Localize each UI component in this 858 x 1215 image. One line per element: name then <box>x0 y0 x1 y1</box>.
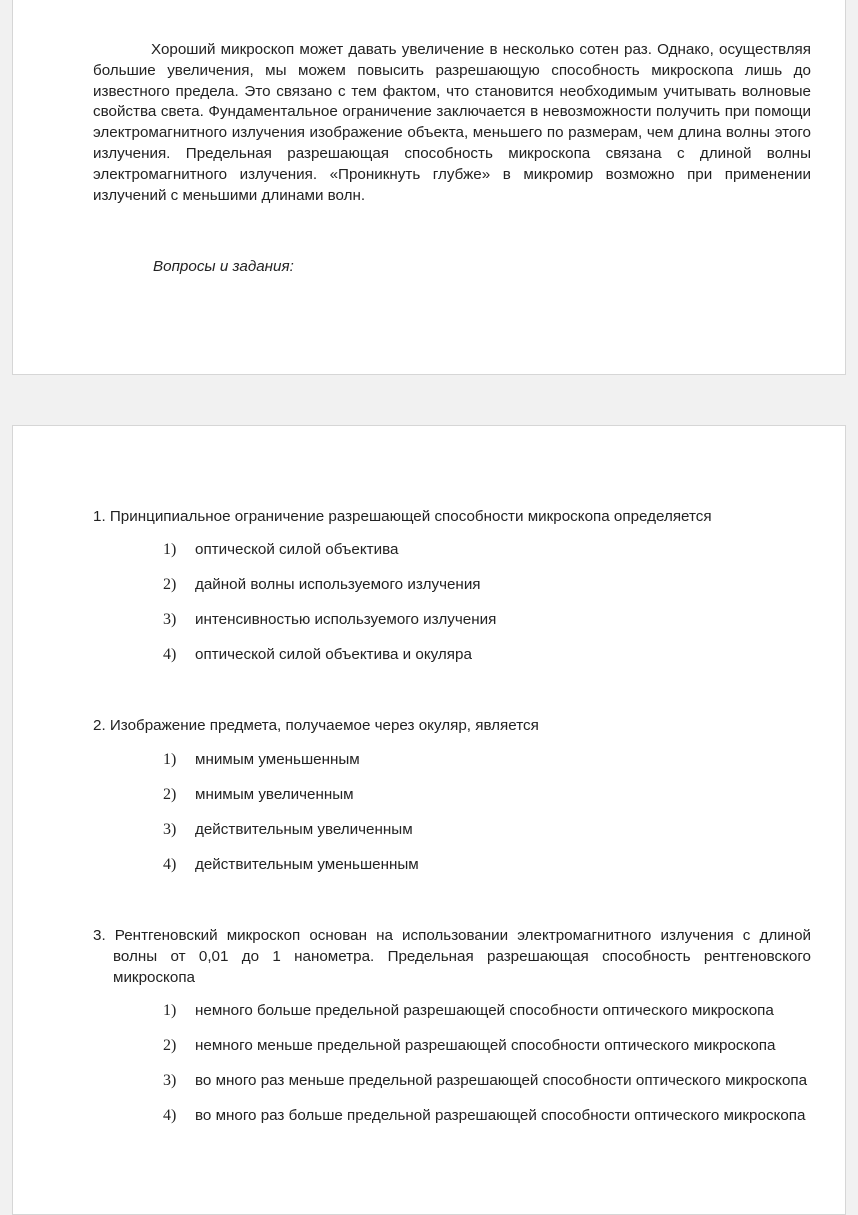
option-number: 4) <box>163 856 177 873</box>
question-1-option-3 <box>163 610 496 630</box>
question-3: 3. Рентгеновский микроскоп основан на использовании электромагнитного излучения с длиной волны от 0,01 до 1 нанометра. Предельная разрешающая способность рентгеновского микроскопа <box>93 927 811 986</box>
option-number: 1) <box>163 1002 177 1019</box>
option-text: немного больше предельной разрешающей способности оптического микроскопа <box>195 1002 774 1019</box>
question-1-option-1 <box>163 540 398 560</box>
question-2-option-1 <box>163 750 360 770</box>
question-1-option-2 <box>163 575 481 595</box>
option-text: интенсивностью используемого излучения <box>195 611 497 628</box>
question-1-option-4 <box>163 645 472 665</box>
document-page-2 <box>12 425 846 1215</box>
option-number: 4) <box>163 1107 177 1124</box>
question-2-option-2 <box>163 785 354 805</box>
option-number: 4) <box>163 646 177 663</box>
option-text: оптической силой объектива и окуляра <box>195 646 472 663</box>
option-text: дайной волны используемого излучения <box>195 576 481 593</box>
option-number: 2) <box>163 1037 177 1054</box>
question-2: 2. Изображение предмета, получаемое через окуляр, является <box>93 717 539 734</box>
option-number: 3) <box>163 1072 177 1089</box>
intro-paragraph <box>93 40 811 206</box>
option-text: действительным уменьшенным <box>195 856 419 873</box>
question-2-option-3 <box>163 820 413 840</box>
questions-heading: Вопросы и задания: <box>153 258 294 275</box>
option-text: мнимым уменьшенным <box>195 751 360 768</box>
option-text: оптической силой объектива <box>195 541 399 558</box>
option-number: 1) <box>163 541 177 558</box>
option-number: 2) <box>163 786 177 803</box>
option-number: 1) <box>163 751 177 768</box>
option-text: мнимым увеличенным <box>195 786 354 803</box>
option-text: во много раз меньше предельной разрешающей способности оптического микроскопа <box>195 1072 808 1089</box>
option-number: 3) <box>163 611 177 628</box>
question-3-option-2 <box>163 1036 775 1056</box>
question-1: 1. Принципиальное ограничение разрешающей способности микроскопа определяется <box>93 508 712 525</box>
intro-paragraph-text: Хороший микроскоп может давать увеличение в несколько сотен раз. Однако, осуществляя большие увеличения, мы можем повысить разрешающую способность микроскопа лишь до известного предела. Это связано с тем фактом, что становится необходимым учитывать волновые свойства света. Фундаментальное ограничение заключается в невозможности получить при помощи электромагнитного излучения изображение объекта, меньшего по размерам, чем длина волны этого излучения. Предельная разрешающая способность микроскопа связана с длиной волны электромагнитного излучения. «Проникнуть глубже» в микромир возможно при применении излучений с меньшими длинами волн. <box>93 41 811 204</box>
document-page-1 <box>12 0 846 375</box>
option-number: 3) <box>163 821 177 838</box>
question-2-option-4 <box>163 855 419 875</box>
question-3-option-4 <box>163 1106 805 1126</box>
option-text: немного меньше предельной разрешающей способности оптического микроскопа <box>195 1037 776 1054</box>
option-number: 2) <box>163 576 177 593</box>
question-3-option-1 <box>163 1001 774 1021</box>
option-text: действительным увеличенным <box>195 821 413 838</box>
question-3-option-3 <box>163 1071 807 1091</box>
option-text: во много раз больше предельной разрешающей способности оптического микроскопа <box>195 1107 806 1124</box>
